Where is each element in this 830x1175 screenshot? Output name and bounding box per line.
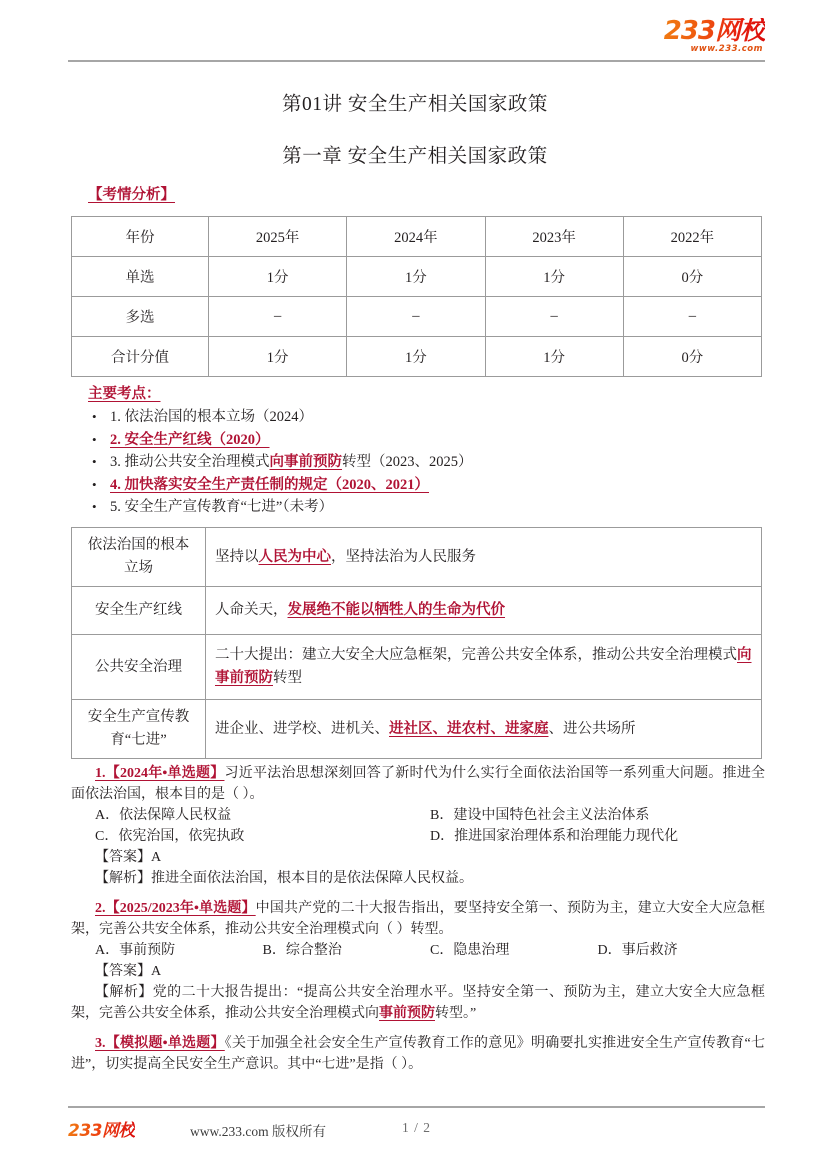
brand-logo-text: 233网校 (663, 16, 765, 46)
table-header-row (72, 217, 762, 257)
question-block (71, 898, 765, 1024)
brand-logo (664, 18, 765, 54)
key-points-section (88, 382, 748, 519)
concept-content: 二十大提出：建立大安全大应急框架，完善公共安全体系，推动公共安全治理模式向事前预防转型 (206, 635, 762, 700)
option-list (71, 805, 765, 847)
exam-analysis-heading: 【考情分析】 (88, 187, 175, 203)
column-header-year: 年份 (72, 217, 209, 257)
question-tag: 3.【模拟题•单选题】 (95, 1036, 225, 1051)
table-cell: – (623, 297, 761, 337)
table-row (72, 700, 762, 759)
question-block (71, 1033, 765, 1075)
table-row (72, 635, 762, 700)
table-row (72, 528, 762, 587)
header-divider (68, 60, 765, 62)
table-cell: 1分 (347, 337, 485, 377)
highlighted-term: 进社区、进农村、进家庭 (389, 720, 549, 737)
brand-logo-url: www.233.com (690, 44, 763, 54)
footer-copyright: www.233.com 版权所有 (190, 1124, 326, 1139)
concept-label: 公共安全治理 (72, 635, 206, 700)
table-row (72, 257, 762, 297)
option-row (95, 826, 765, 847)
row-label: 合计分值 (72, 337, 209, 377)
column-header: 2023年 (485, 217, 623, 257)
highlighted-term: 发展绝不能以牺牲人的生命为代价 (287, 602, 505, 618)
question-option[interactable]: D．事后救济 (597, 943, 678, 958)
table-cell: 1分 (485, 337, 623, 377)
question-option[interactable]: C．隐患治理 (430, 943, 510, 958)
highlighted-term: 事前预防 (379, 1006, 435, 1021)
question-option[interactable]: B．综合整治 (262, 943, 342, 958)
page-number: 1 / 2 (401, 1120, 431, 1135)
concept-content: 坚持以人民为中心，坚持法治为人民服务 (206, 528, 762, 587)
table-cell: – (347, 297, 485, 337)
key-points-title: 主要考点： (88, 386, 161, 402)
footer-brand-logo: 233网校 (68, 1116, 135, 1141)
table-cell: 1分 (347, 257, 485, 297)
highlighted-term: 向事前预防 (215, 647, 752, 686)
key-point-item: • 3. 推动公共安全治理模式向事前预防转型（2023、2025） (88, 451, 748, 474)
question-tag: 2.【2025/2023年•单选题】 (95, 901, 256, 916)
table-row (72, 337, 762, 377)
chapter-title: 第一章 安全生产相关国家政策 (282, 146, 548, 167)
question-answer: 【答案】A (95, 964, 162, 979)
column-header: 2022年 (623, 217, 761, 257)
question-explanation: 【解析】党的二十大报告提出：“提高公共安全治理水平。坚持安全第一、预防为主，建立大安全大应急框架，完善公共安全体系，推动公共安全治理模式向事前预防转型。” (71, 985, 766, 1021)
explanation-label: 【解析】 (95, 985, 153, 1000)
question-option[interactable]: A．依法保障人民权益 (95, 808, 232, 823)
table-row (72, 297, 762, 337)
footer-divider (68, 1106, 765, 1108)
concept-content: 人命关天，发展绝不能以牺牲人的生命为代价 (206, 587, 762, 635)
practice-questions (71, 763, 765, 1084)
option-row (95, 940, 765, 961)
question-stem: 3.【模拟题•单选题】《关于加强全社会安全生产宣传教育工作的意见》明确要扎实推进安全生产宣传教育“七进”，切实提高全民安全生产意识。其中“七进”是指（ ）。 (71, 1036, 765, 1072)
key-point-item: • 2. 安全生产红线（2020） (88, 429, 748, 452)
question-tag: 1.【2024年•单选题】 (95, 766, 225, 781)
key-points-list (88, 406, 748, 519)
concept-content: 进企业、进学校、进机关、进社区、进农村、进家庭、进公共场所 (206, 700, 762, 759)
table-cell: – (485, 297, 623, 337)
column-header: 2024年 (347, 217, 485, 257)
page-title: 第01讲 安全生产相关国家政策 (282, 94, 548, 115)
table-cell: 1分 (209, 337, 347, 377)
table-cell: 1分 (209, 257, 347, 297)
table-cell: 0分 (623, 257, 761, 297)
exam-score-table (71, 216, 762, 377)
page-header (68, 18, 765, 64)
row-label: 单选 (72, 257, 209, 297)
question-stem: 2.【2025/2023年•单选题】中国共产党的二十大报告指出，要坚持安全第一、预防为主，建立大安全大应急框架，完善公共安全体系，推动公共安全治理模式向（ ）转型。 (71, 901, 766, 937)
question-option[interactable]: C．依宪治国，依宪执政 (95, 829, 245, 844)
question-answer: 【答案】A (95, 850, 162, 865)
page-footer (68, 1114, 765, 1142)
highlighted-term: 人民为中心 (258, 548, 331, 565)
option-list (71, 940, 765, 961)
row-label: 多选 (72, 297, 209, 337)
key-point-item: • 4. 加快落实安全生产责任制的规定（2020、2021） (88, 474, 748, 497)
question-option[interactable]: A．事前预防 (95, 943, 176, 958)
table-cell: – (209, 297, 347, 337)
key-point-item: • 1. 依法治国的根本立场（2024） (88, 406, 748, 429)
question-option[interactable]: D．推进国家治理体系和治理能力现代化 (430, 829, 679, 844)
highlighted-term: 向事前预防 (269, 454, 342, 470)
option-row (95, 805, 765, 826)
question-explanation: 【解析】推进全面依法治国，根本目的是依法保障人民权益。 (95, 871, 473, 886)
table-cell: 0分 (623, 337, 761, 377)
question-option[interactable]: B．建设中国特色社会主义法治体系 (430, 808, 650, 823)
table-row (72, 587, 762, 635)
question-stem: 1.【2024年•单选题】习近平法治思想深刻回答了新时代为什么实行全面依法治国等一系列重大问题。推进全面依法治国，根本目的是（ ）。 (71, 766, 766, 802)
key-concepts-table (71, 527, 762, 759)
concept-label: 依法治国的根本立场 (72, 528, 206, 587)
concept-label: 安全生产宣传教育“七进” (72, 700, 206, 759)
table-cell: 1分 (485, 257, 623, 297)
column-header: 2025年 (209, 217, 347, 257)
explanation-label: 【解析】 (95, 871, 151, 886)
question-block (71, 763, 765, 889)
concept-label: 安全生产红线 (72, 587, 206, 635)
key-point-item: • 5. 安全生产宣传教育“七进”（未考） (88, 496, 748, 519)
